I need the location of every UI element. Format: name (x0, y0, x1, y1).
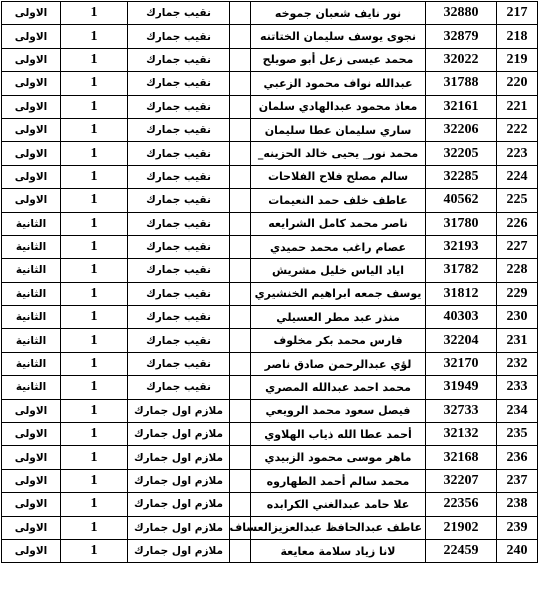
phase-cell: الثانية (2, 282, 61, 305)
rank-cell: ملازم اول جمارك (128, 399, 230, 422)
phase-cell: الاولى (2, 469, 61, 492)
phase-cell: الاولى (2, 2, 61, 25)
spacer-cell (230, 469, 251, 492)
count-cell: 1 (61, 165, 128, 188)
phase-cell: الاولى (2, 189, 61, 212)
name-cell: محمد عيسى زعل أبو صويلح (251, 48, 426, 71)
name-cell: عاطف خلف حمد النعيمات (251, 189, 426, 212)
spacer-cell (230, 189, 251, 212)
count-cell: 1 (61, 282, 128, 305)
serial-number-cell: 232 (497, 352, 538, 375)
name-cell: فارس محمد بكر مخلوف (251, 329, 426, 352)
spacer-cell (230, 259, 251, 282)
table-row (2, 423, 538, 446)
id-number-cell: 32880 (426, 2, 497, 25)
spacer-cell (230, 118, 251, 141)
rank-cell: ملازم اول جمارك (128, 423, 230, 446)
phase-cell: الاولى (2, 423, 61, 446)
spacer-cell (230, 212, 251, 235)
phase-cell: الاولى (2, 95, 61, 118)
phase-cell: الاولى (2, 118, 61, 141)
table-row (2, 165, 538, 188)
phase-cell: الاولى (2, 142, 61, 165)
spacer-cell (230, 493, 251, 516)
count-cell: 1 (61, 493, 128, 516)
serial-number-cell: 218 (497, 25, 538, 48)
rank-cell: نقيب جمارك (128, 95, 230, 118)
rank-cell: نقيب جمارك (128, 2, 230, 25)
table-row (2, 446, 538, 469)
count-cell: 1 (61, 25, 128, 48)
spacer-cell (230, 446, 251, 469)
table-row (2, 329, 538, 352)
phase-cell: الثانية (2, 329, 61, 352)
phase-cell: الاولى (2, 165, 61, 188)
serial-number-cell: 227 (497, 235, 538, 258)
id-number-cell: 40303 (426, 306, 497, 329)
count-cell: 1 (61, 469, 128, 492)
count-cell: 1 (61, 376, 128, 399)
id-number-cell: 22459 (426, 539, 497, 562)
phase-cell: الاولى (2, 399, 61, 422)
phase-cell: الثانية (2, 376, 61, 399)
phase-cell: الاولى (2, 446, 61, 469)
id-number-cell: 32206 (426, 118, 497, 141)
name-cell: علا حامد عبدالغني الكرابده (251, 493, 426, 516)
table-row (2, 259, 538, 282)
rank-cell: نقيب جمارك (128, 329, 230, 352)
spacer-cell (230, 235, 251, 258)
count-cell: 1 (61, 72, 128, 95)
phase-cell: الاولى (2, 25, 61, 48)
id-number-cell: 32170 (426, 352, 497, 375)
count-cell: 1 (61, 306, 128, 329)
rank-cell: نقيب جمارك (128, 189, 230, 212)
count-cell: 1 (61, 446, 128, 469)
rank-cell: نقيب جمارك (128, 48, 230, 71)
name-cell: نور نايف شعبان جموخه (251, 2, 426, 25)
table-row (2, 306, 538, 329)
count-cell: 1 (61, 235, 128, 258)
serial-number-cell: 219 (497, 48, 538, 71)
serial-number-cell: 234 (497, 399, 538, 422)
table-row (2, 48, 538, 71)
count-cell: 1 (61, 95, 128, 118)
spacer-cell (230, 72, 251, 95)
table-row (2, 72, 538, 95)
name-cell: اياد الياس خليل مشريش (251, 259, 426, 282)
serial-number-cell: 229 (497, 282, 538, 305)
count-cell: 1 (61, 118, 128, 141)
rank-cell: ملازم اول جمارك (128, 446, 230, 469)
count-cell: 1 (61, 539, 128, 562)
rank-cell: ملازم اول جمارك (128, 516, 230, 539)
serial-number-cell: 217 (497, 2, 538, 25)
phase-cell: الثانية (2, 306, 61, 329)
table-row (2, 2, 538, 25)
id-number-cell: 31782 (426, 259, 497, 282)
spacer-cell (230, 423, 251, 446)
table-row (2, 493, 538, 516)
spacer-cell (230, 2, 251, 25)
phase-cell: الثانية (2, 212, 61, 235)
serial-number-cell: 238 (497, 493, 538, 516)
serial-number-cell: 226 (497, 212, 538, 235)
id-number-cell: 40562 (426, 189, 497, 212)
phase-cell: الثانية (2, 235, 61, 258)
count-cell: 1 (61, 48, 128, 71)
name-cell: ساري سليمان عطا سليمان (251, 118, 426, 141)
name-cell: سالم مصلح فلاح الفلاحات (251, 165, 426, 188)
name-cell: محمد نور_ يحيى خالد الحزينه_ (251, 142, 426, 165)
count-cell: 1 (61, 2, 128, 25)
table-row (2, 352, 538, 375)
spacer-cell (230, 95, 251, 118)
table-row (2, 118, 538, 141)
serial-number-cell: 240 (497, 539, 538, 562)
name-cell: أحمد عطا الله ذياب الهلاوي (251, 423, 426, 446)
name-cell: منذر عبد مطر العسيلي (251, 306, 426, 329)
name-cell: عبدالله نواف محمود الزعبي (251, 72, 426, 95)
rank-cell: نقيب جمارك (128, 142, 230, 165)
table-row (2, 282, 538, 305)
table-row (2, 516, 538, 539)
serial-number-cell: 220 (497, 72, 538, 95)
phase-cell: الثانية (2, 259, 61, 282)
rank-cell: نقيب جمارك (128, 118, 230, 141)
rank-cell: نقيب جمارك (128, 165, 230, 188)
spacer-cell (230, 329, 251, 352)
table-row (2, 399, 538, 422)
id-number-cell: 32132 (426, 423, 497, 446)
table-row (2, 95, 538, 118)
table-row (2, 469, 538, 492)
serial-number-cell: 224 (497, 165, 538, 188)
serial-number-cell: 233 (497, 376, 538, 399)
rank-cell: نقيب جمارك (128, 212, 230, 235)
phase-cell: الثانية (2, 352, 61, 375)
phase-cell: الاولى (2, 72, 61, 95)
rank-cell: نقيب جمارك (128, 72, 230, 95)
id-number-cell: 32193 (426, 235, 497, 258)
table-row (2, 142, 538, 165)
serial-number-cell: 235 (497, 423, 538, 446)
count-cell: 1 (61, 399, 128, 422)
count-cell: 1 (61, 352, 128, 375)
count-cell: 1 (61, 212, 128, 235)
name-cell: محمد سالم أحمد الطهاروه (251, 469, 426, 492)
table-row (2, 376, 538, 399)
serial-number-cell: 225 (497, 189, 538, 212)
serial-number-cell: 221 (497, 95, 538, 118)
serial-number-cell: 228 (497, 259, 538, 282)
id-number-cell: 32168 (426, 446, 497, 469)
id-number-cell: 21902 (426, 516, 497, 539)
rank-cell: ملازم اول جمارك (128, 493, 230, 516)
name-cell: ماهر موسى محمود الزبيدي (251, 446, 426, 469)
id-number-cell: 31788 (426, 72, 497, 95)
id-number-cell: 22356 (426, 493, 497, 516)
id-number-cell: 32022 (426, 48, 497, 71)
spacer-cell (230, 282, 251, 305)
name-cell: ناصر محمد كامل الشرايعه (251, 212, 426, 235)
phase-cell: الاولى (2, 516, 61, 539)
id-number-cell: 32733 (426, 399, 497, 422)
table-row (2, 189, 538, 212)
id-number-cell: 32205 (426, 142, 497, 165)
roster-table-body (2, 2, 538, 563)
phase-cell: الاولى (2, 493, 61, 516)
rank-cell: نقيب جمارك (128, 306, 230, 329)
serial-number-cell: 230 (497, 306, 538, 329)
phase-cell: الاولى (2, 48, 61, 71)
spacer-cell (230, 306, 251, 329)
id-number-cell: 31780 (426, 212, 497, 235)
count-cell: 1 (61, 423, 128, 446)
table-row (2, 235, 538, 258)
id-number-cell: 32285 (426, 165, 497, 188)
rank-cell: نقيب جمارك (128, 282, 230, 305)
name-cell: لانا زياد سلامة معايعة (251, 539, 426, 562)
id-number-cell: 31812 (426, 282, 497, 305)
rank-cell: نقيب جمارك (128, 259, 230, 282)
rank-cell: نقيب جمارك (128, 376, 230, 399)
name-cell: فيصل سعود محمد الرويعي (251, 399, 426, 422)
count-cell: 1 (61, 516, 128, 539)
serial-number-cell: 231 (497, 329, 538, 352)
spacer-cell (230, 165, 251, 188)
rank-cell: ملازم اول جمارك (128, 539, 230, 562)
name-cell: يوسف جمعه ابراهيم الخنشيري (251, 282, 426, 305)
spacer-cell (230, 376, 251, 399)
count-cell: 1 (61, 329, 128, 352)
name-cell: عاطف عبدالحافظ عبدالعزيزالعساف (251, 516, 426, 539)
rank-cell: ملازم اول جمارك (128, 469, 230, 492)
id-number-cell: 32207 (426, 469, 497, 492)
name-cell: نجوى يوسف سليمان الختاتنه (251, 25, 426, 48)
serial-number-cell: 223 (497, 142, 538, 165)
id-number-cell: 32161 (426, 95, 497, 118)
name-cell: معاذ محمود عبدالهادي سلمان (251, 95, 426, 118)
serial-number-cell: 237 (497, 469, 538, 492)
spacer-cell (230, 25, 251, 48)
serial-number-cell: 236 (497, 446, 538, 469)
phase-cell: الاولى (2, 539, 61, 562)
rank-cell: نقيب جمارك (128, 25, 230, 48)
rank-cell: نقيب جمارك (128, 235, 230, 258)
spacer-cell (230, 399, 251, 422)
table-row (2, 212, 538, 235)
name-cell: محمد احمد عبدالله المصري (251, 376, 426, 399)
id-number-cell: 31949 (426, 376, 497, 399)
name-cell: لؤي عبدالرحمن صادق ناصر (251, 352, 426, 375)
serial-number-cell: 222 (497, 118, 538, 141)
rank-cell: نقيب جمارك (128, 352, 230, 375)
spacer-cell (230, 352, 251, 375)
table-row (2, 539, 538, 562)
name-cell: عصام راغب محمد حميدي (251, 235, 426, 258)
count-cell: 1 (61, 259, 128, 282)
table-row (2, 25, 538, 48)
roster-table (1, 1, 538, 563)
id-number-cell: 32204 (426, 329, 497, 352)
count-cell: 1 (61, 142, 128, 165)
id-number-cell: 32879 (426, 25, 497, 48)
serial-number-cell: 239 (497, 516, 538, 539)
spacer-cell (230, 539, 251, 562)
spacer-cell (230, 142, 251, 165)
spacer-cell (230, 48, 251, 71)
count-cell: 1 (61, 189, 128, 212)
